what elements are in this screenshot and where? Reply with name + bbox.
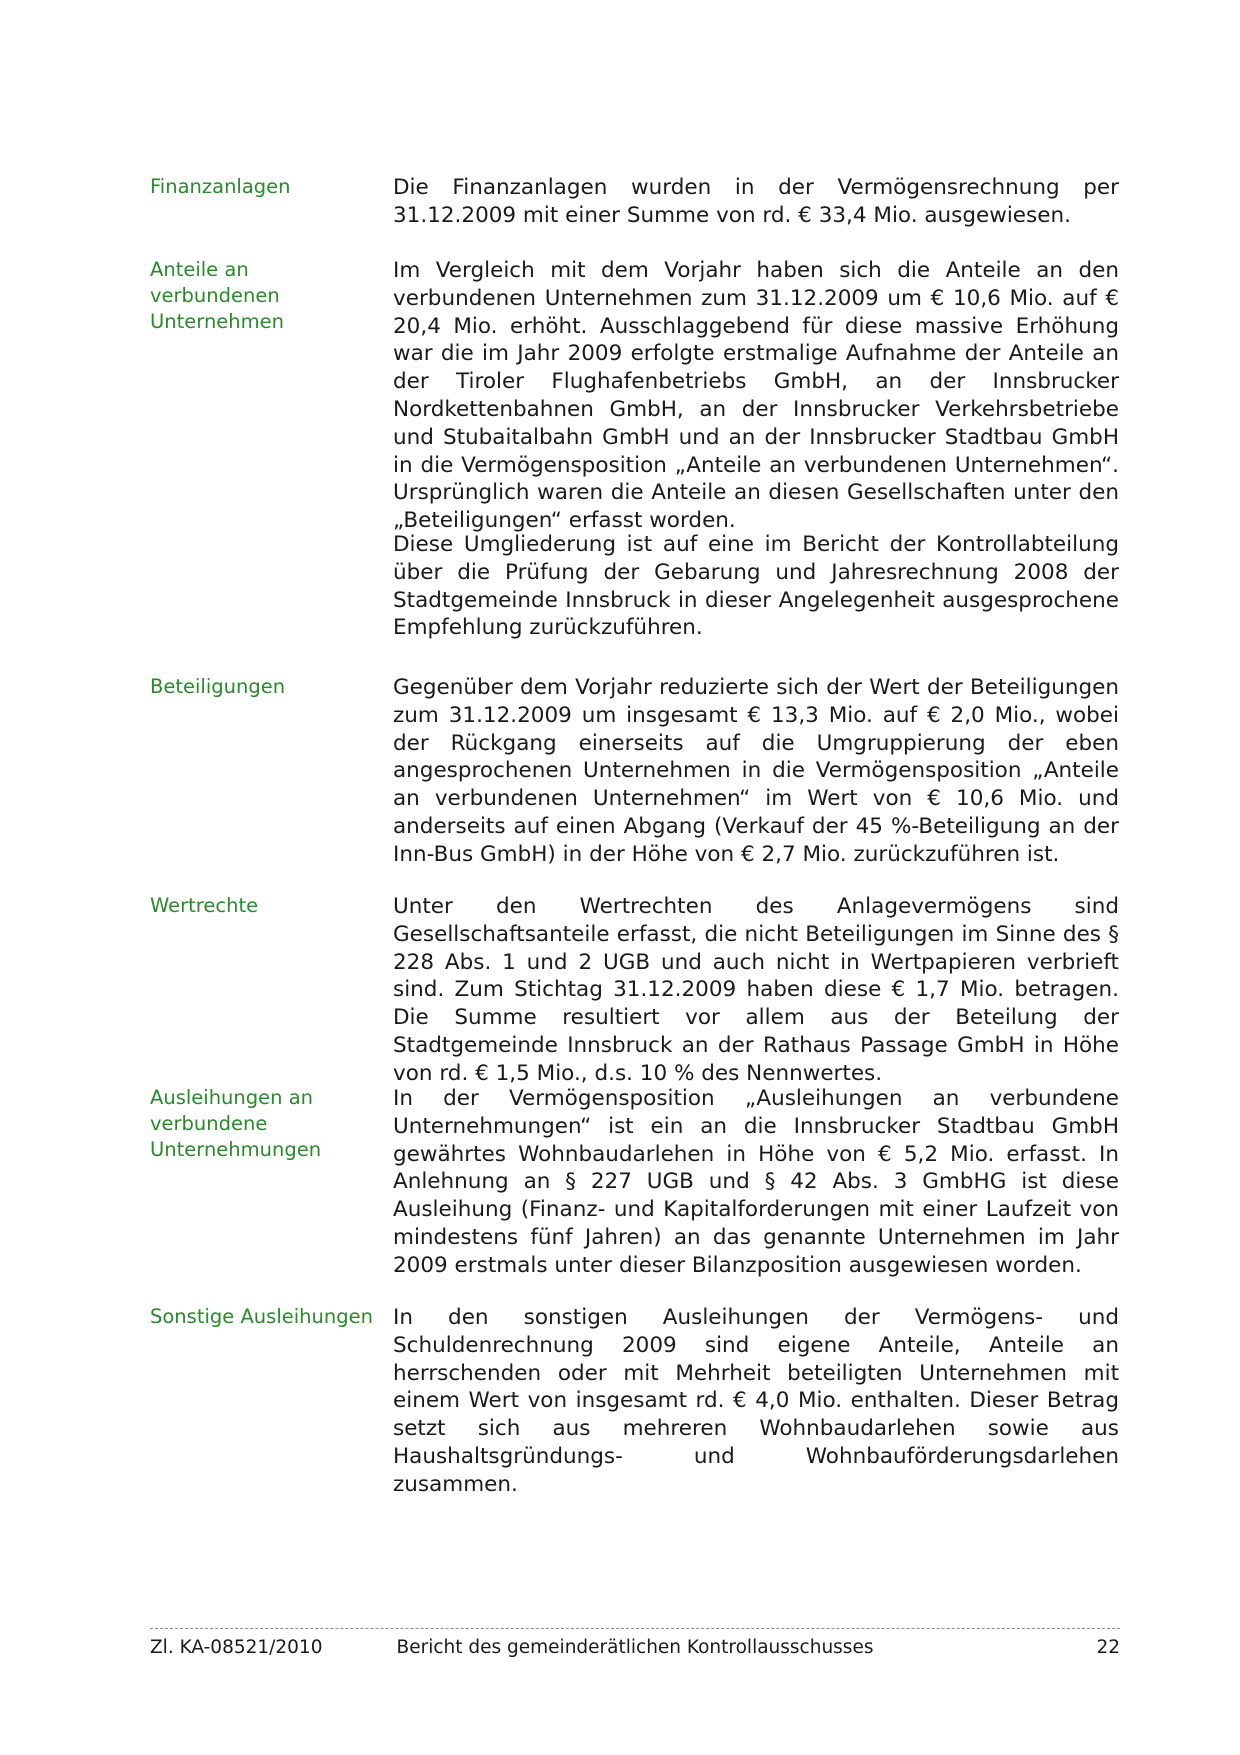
footer-reference: Zl. KA-08521/2010 — [150, 1637, 323, 1658]
page-number: 22 — [1096, 1637, 1120, 1658]
section-paragraph: In den sonstigen Ausleihungen der Vermögens- und Schuldenrechnung 2009 sind eigene Anteile, Anteile an herrschenden oder mit Mehrheit beteiligten Unternehmen mit einem Wert von insgesamt rd. € 4,0 Mio. enthalten. Dieser Betrag setzt sich aus mehreren Wohnbaudarlehen sowie aus Haushaltsgründungs- und Wohnbauförderungsdarlehen zusammen. — [393, 1305, 1119, 1497]
section-paragraph: Unter den Wertrechten des Anlagevermögens sind Gesellschaftsanteile erfasst, die nicht Beteiligungen im Sinne des § 228 Abs. 1 und 2 UGB und auch nicht in Wertpapieren verbrieft sind. Zum Stichtag 31.12.2009 haben diese € 1,7 Mio. betragen. Die Summe resultiert vor allem aus der Beteilung der Stadtgemeinde Innsbruck an der Rathaus Passage GmbH in Höhe von rd. € 1,5 Mio., d.s. 10 % des Nennwertes. — [393, 894, 1119, 1086]
section-paragraph: Diese Umgliederung ist auf eine im Bericht der Kontrollabteilung über die Prüfung der Gebarung und Jahresrechnung 2008 der Stadtgemeinde Innsbruck in dieser Angelegenheit ausgesprochene Empfehlung zurückzuführen. — [393, 532, 1119, 641]
section-paragraph: In der Vermögensposition „Ausleihungen an verbundene Unternehmungen“ ist ein an die Innsbrucker Stadtbau GmbH gewährtes Wohnbaudarlehen in Höhe von € 5,2 Mio. erfasst. In Anlehnung an § 227 UGB und § 42 Abs. 3 GmbHG ist diese Ausleihung (Finanz- und Kapitalforderungen mit einer Laufzeit von mindestens fünf Jahren) an das genannte Unternehmen im Jahr 2009 erstmals unter dieser Bilanzposition ausgewiesen worden. — [393, 1086, 1119, 1278]
section-label: Beteiligungen — [150, 675, 286, 698]
section-paragraph: Im Vergleich mit dem Vorjahr haben sich die Anteile an den verbundenen Unternehmen zum 31.12.2009 um € 10,6 Mio. auf € 20,4 Mio. erhöht. Ausschlaggebend für diese massive Erhöhung war die im Jahr 2009 erfolgte erstmalige Aufnahme der Anteile an der Tiroler Flughafenbetriebs GmbH, an der Innsbrucker Nordkettenbahnen GmbH, an der Innsbrucker Verkehrsbetriebe und Stubaitalbahn GmbH und an der Innsbrucker Stadtbau GmbH in die Vermögensposition „Anteile an verbundenen Unternehmen“. Ursprünglich waren die Anteile an diesen Gesellschaften unter den „Beteiligungen“ erfasst worden. — [393, 258, 1119, 534]
section-paragraph: Die Finanzanlagen wurden in der Vermögensrechnung per 31.12.2009 mit einer Summe von rd. € 33,4 Mio. ausgewiesen. — [393, 175, 1119, 228]
section-paragraph: Gegenüber dem Vorjahr reduzierte sich der Wert der Beteiligungen zum 31.12.2009 um insgesamt € 13,3 Mio. auf € 2,0 Mio., wobei der Rückgang einerseits auf die Umgruppierung der eben angesprochenen Unternehmen in die Vermögensposition „Anteile an verbundenen Unternehmen“ im Wert von € 10,6 Mio. und anderseits auf einen Abgang (Verkauf der 45 %-Beteiligung an der Inn-Bus GmbH) in der Höhe von € 2,7 Mio. zurückzuführen ist. — [393, 675, 1119, 867]
section-label: Finanzanlagen — [150, 175, 291, 198]
section-label: Wertrechte — [150, 894, 259, 917]
footer-divider — [150, 1628, 1120, 1629]
section-label: Sonstige Ausleihungen — [150, 1305, 373, 1328]
section-label: Anteile an verbundenen Unternehmen — [150, 258, 285, 333]
footer-title: Bericht des gemeinderätlichen Kontrollausschusses — [396, 1637, 874, 1658]
section-label: Ausleihungen an verbundene Unternehmungen — [150, 1086, 322, 1161]
page-footer — [150, 1636, 1120, 1660]
